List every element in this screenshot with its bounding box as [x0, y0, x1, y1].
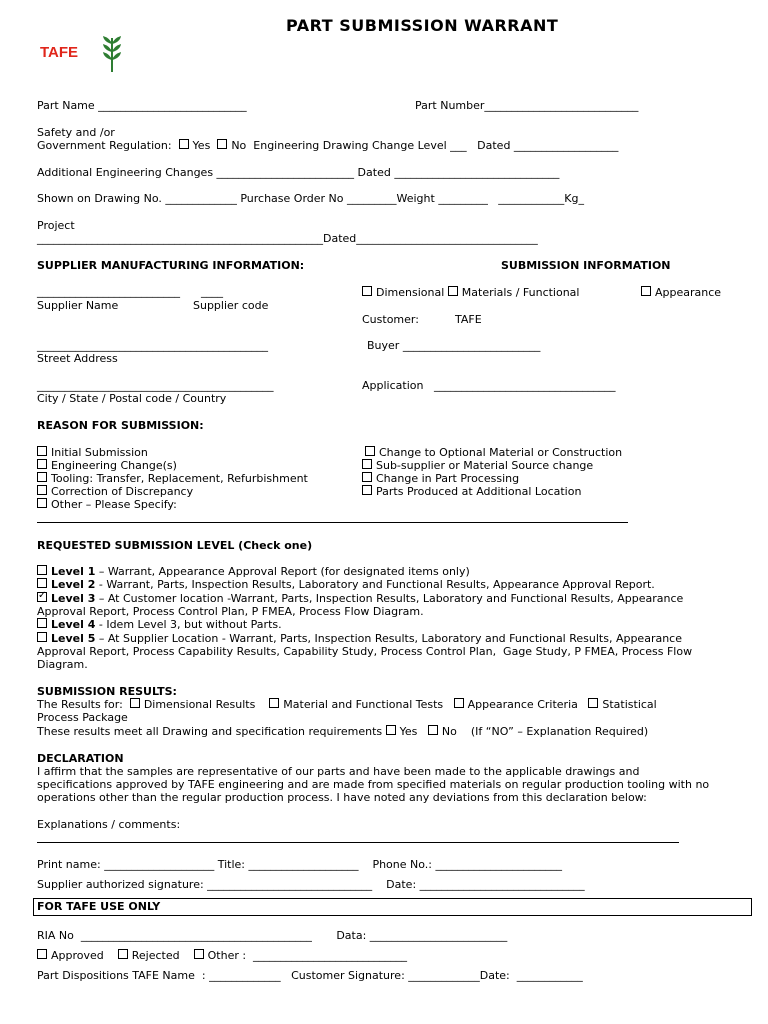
- level-3: [37, 592, 683, 605]
- print-name-row[interactable]: Print name: ____________________ Title: ____________________ Phone No.: _______________________: [37, 858, 562, 871]
- results-for-row: [37, 698, 657, 711]
- results-for-label: The Results for:: [37, 698, 123, 711]
- reason-checkbox[interactable]: [37, 485, 47, 495]
- explanations-line[interactable]: [37, 842, 679, 843]
- meet-row: [37, 725, 648, 738]
- statistical-checkbox[interactable]: [588, 698, 598, 708]
- reason-left-4: [37, 498, 177, 511]
- safety-row: [37, 139, 618, 152]
- level-text: - Idem Level 3, but without Parts.: [95, 618, 282, 631]
- reason-checkbox[interactable]: [362, 472, 372, 482]
- level-4-checkbox[interactable]: [37, 618, 47, 628]
- level-2: [37, 578, 655, 591]
- tafe-logo: [40, 34, 130, 74]
- level-3-checkbox[interactable]: [37, 592, 47, 602]
- other-field[interactable]: Other : ____________________________: [207, 949, 408, 962]
- level-text: – Warrant, Appearance Approval Report (for designated items only): [95, 565, 470, 578]
- approved-checkbox[interactable]: [37, 949, 47, 959]
- reason-right-2: [362, 472, 519, 485]
- declaration-heading: DECLARATION: [37, 752, 124, 765]
- meet-label: These results meet all Drawing and specification requirements: [37, 725, 383, 738]
- part-number-field[interactable]: Part Number____________________________: [415, 99, 639, 112]
- reason-label: Correction of Discrepancy: [51, 485, 194, 498]
- statistical-label: Statistical: [602, 698, 657, 711]
- rejected-label: Rejected: [131, 949, 180, 962]
- dispositions-row[interactable]: Part Dispositions TAFE Name : _____________ Customer Signature: _____________Date: ____________: [37, 969, 583, 982]
- statistical-cont: Process Package: [37, 711, 128, 724]
- dimensional-checkbox[interactable]: [362, 286, 372, 296]
- reason-label: Engineering Change(s): [51, 459, 177, 472]
- reason-right-0: [365, 446, 622, 459]
- project-field[interactable]: ____________________________________________________Dated_________________________________: [37, 232, 538, 245]
- level-name: Level 4: [51, 618, 96, 631]
- dim-results-checkbox[interactable]: [130, 698, 140, 708]
- buyer-field[interactable]: Buyer _________________________: [367, 339, 541, 352]
- dim-results-label: Dimensional Results: [143, 698, 256, 711]
- declaration-line-3: operations other than the regular production process. I have noted any deviations from this declaration below:: [37, 791, 647, 804]
- materials-checkbox[interactable]: [448, 286, 458, 296]
- leaf-icon: [100, 34, 124, 74]
- part-name-field[interactable]: Part Name ___________________________: [37, 99, 247, 112]
- street-label: Street Address: [37, 352, 118, 365]
- appearance-criteria-label: Appearance Criteria: [467, 698, 578, 711]
- city-label: City / State / Postal code / Country: [37, 392, 227, 405]
- declaration-line-2: specifications approved by TAFE engineering and are made from specified materials on regular production tooling with no: [37, 778, 710, 791]
- reason-label: Sub-supplier or Material Source change: [376, 459, 594, 472]
- level-heading: REQUESTED SUBMISSION LEVEL (Check one): [37, 539, 313, 552]
- level-3-cont: Approval Report, Process Control Plan, P FMEA, Process Flow Diagram.: [37, 605, 424, 618]
- logo-text: TAFE: [40, 44, 79, 61]
- appearance-checkbox[interactable]: [641, 286, 651, 296]
- reason-checkbox[interactable]: [362, 459, 372, 469]
- meet-yes-label: Yes: [399, 725, 418, 738]
- safety-label: Safety and /or: [37, 126, 115, 139]
- reason-checkbox[interactable]: [37, 472, 47, 482]
- meet-no-checkbox[interactable]: [428, 725, 438, 735]
- appearance-option: [641, 286, 721, 299]
- level-5-checkbox[interactable]: [37, 632, 47, 642]
- reason-heading: REASON FOR SUBMISSION:: [37, 419, 204, 432]
- reason-label: Change to Optional Material or Construction: [379, 446, 623, 459]
- level-name: Level 2: [51, 578, 96, 591]
- declaration-line-1: I affirm that the samples are representative of our parts and have been made to the applicable drawings and: [37, 765, 640, 778]
- customer-value: TAFE: [455, 313, 482, 326]
- meet-no-label: No: [441, 725, 457, 738]
- ria-row[interactable]: RIA No __________________________________________ Data: _________________________: [37, 929, 508, 942]
- reason-checkbox[interactable]: [37, 498, 47, 508]
- decision-row: [37, 949, 407, 962]
- if-no-note: (If “NO” – Explanation Required): [470, 725, 649, 738]
- reason-checkbox[interactable]: [37, 459, 47, 469]
- materials-label: Materials / Functional: [461, 286, 580, 299]
- other-specify-line[interactable]: [37, 522, 628, 523]
- level-4: [37, 618, 282, 631]
- explanations-label: Explanations / comments:: [37, 818, 181, 831]
- supplier-code-label: Supplier code: [193, 299, 269, 312]
- safety-no-checkbox[interactable]: [217, 139, 227, 149]
- level-1: [37, 565, 470, 578]
- supplier-name-line[interactable]: __________________________ ____: [37, 285, 223, 298]
- reason-checkbox[interactable]: [365, 446, 375, 456]
- other-checkbox[interactable]: [194, 949, 204, 959]
- level-name: Level 5: [51, 632, 96, 645]
- reason-left-3: [37, 485, 193, 498]
- approved-label: Approved: [51, 949, 104, 962]
- safety-yes-checkbox[interactable]: [179, 139, 189, 149]
- level-5-cont-1: Approval Report, Process Capability Results, Capability Study, Process Control Plan, Gage Study, P FMEA, Process Flow: [37, 645, 693, 658]
- rejected-checkbox[interactable]: [118, 949, 128, 959]
- level-text: – At Supplier Location - Warrant, Parts, Inspection Results, Laboratory and Functional Results, Appearance: [95, 632, 682, 645]
- dimensional-label: Dimensional: [376, 286, 445, 299]
- meet-yes-checkbox[interactable]: [386, 725, 396, 735]
- appearance-label: Appearance: [655, 286, 722, 299]
- signature-row[interactable]: Supplier authorized signature: ______________________________ Date: ______________________________: [37, 878, 585, 891]
- level-5: [37, 632, 682, 645]
- mat-tests-checkbox[interactable]: [269, 698, 279, 708]
- drawing-change-field[interactable]: Engineering Drawing Change Level ___ Dated ___________________: [253, 139, 619, 152]
- city-line[interactable]: ___________________________________________: [37, 379, 274, 392]
- reason-label: Change in Part Processing: [376, 472, 520, 485]
- mat-tests-label: Material and Functional Tests: [283, 698, 444, 711]
- additional-changes-field[interactable]: Additional Engineering Changes _________________________ Dated ______________________________: [37, 166, 560, 179]
- level-5-cont-2: Diagram.: [37, 658, 88, 671]
- level-1-checkbox[interactable]: [37, 565, 47, 575]
- supplier-name-label: Supplier Name: [37, 299, 119, 312]
- reason-checkbox[interactable]: [362, 485, 372, 495]
- tafe-use-heading: FOR TAFE USE ONLY: [37, 900, 161, 913]
- reason-checkbox[interactable]: [37, 446, 47, 456]
- results-heading: SUBMISSION RESULTS:: [37, 685, 177, 698]
- drawing-po-weight-field[interactable]: Shown on Drawing No. _____________ Purchase Order No _________Weight _________ ____________Kg_: [37, 192, 585, 205]
- level-2-checkbox[interactable]: [37, 578, 47, 588]
- level-name: Level 1: [51, 565, 96, 578]
- level-name: Level 3: [51, 592, 96, 605]
- gov-regulation-label: Government Regulation:: [37, 139, 172, 152]
- application-field[interactable]: Application _________________________________: [362, 379, 616, 392]
- safety-yes-label: Yes: [192, 139, 211, 152]
- reason-left-1: [37, 459, 177, 472]
- page-title: PART SUBMISSION WARRANT: [286, 16, 559, 35]
- reason-right-1: [362, 459, 593, 472]
- reason-right-3: [362, 485, 581, 498]
- level-text: - Warrant, Parts, Inspection Results, Laboratory and Functional Results, Appearance Approval Report.: [95, 578, 655, 591]
- street-line[interactable]: __________________________________________: [37, 339, 268, 352]
- submission-info-heading: SUBMISSION INFORMATION: [501, 259, 671, 272]
- safety-no-label: No: [231, 139, 247, 152]
- appearance-criteria-checkbox[interactable]: [454, 698, 464, 708]
- reason-left-2: [37, 472, 308, 485]
- reason-label: Other – Please Specify:: [51, 498, 177, 511]
- project-label: Project: [37, 219, 75, 232]
- level-text: – At Customer location -Warrant, Parts, Inspection Results, Laboratory and Functional Results, Appearance: [95, 592, 684, 605]
- reason-label: Initial Submission: [51, 446, 148, 459]
- submission-types: [362, 286, 579, 299]
- customer-label: Customer:: [362, 313, 419, 326]
- supplier-info-heading: SUPPLIER MANUFACTURING INFORMATION:: [37, 259, 305, 272]
- reason-left-0: [37, 446, 148, 459]
- reason-label: Tooling: Transfer, Replacement, Refurbishment: [51, 472, 308, 485]
- reason-label: Parts Produced at Additional Location: [376, 485, 582, 498]
